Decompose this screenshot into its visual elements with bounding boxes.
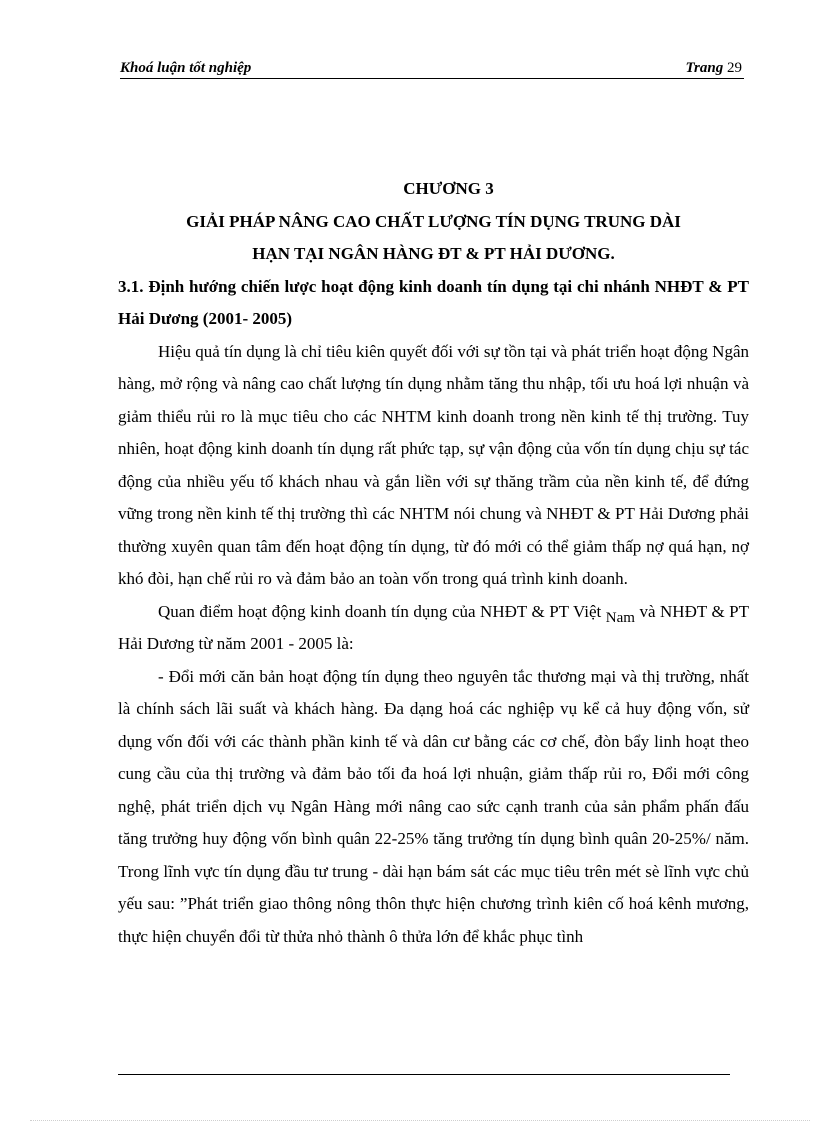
page-edge-divider <box>30 1120 810 1121</box>
paragraph-3: - Đổi mới căn bản hoạt động tín dụng theo nguyên tắc thương mại và thị trường, nhất là chính sách lãi suất và khách hàng. Đa dạng hoá các nghiệp vụ kể cả huy động vốn, sử dụng vốn đối với các thành phần kinh tế và dân cư bằng các cơ chế, đòn bẩy linh hoạt theo cung cầu của thị trường và đảm bảo tối đa hoá lợi nhuận, giảm thấp rủi ro, Đổi mới công nghệ, phát triển dịch vụ Ngân Hàng mới nâng cao sức cạnh tranh của sản phẩm phấn đấu tăng trưởng huy động vốn bình quân 22-25% tăng trưởng tín dụng bình quân 20-25%/ năm. Trong lĩnh vực tín dụng đầu tư trung - dài hạn bám sát các mục tiêu trên mét sè lĩnh vực chủ yếu sau: ”Phát triển giao thông nông thôn thực hiện chương trình kiên cố hoá kênh mương, thực hiện chuyển đổi từ thửa nhỏ thành ô thửa lớn để khắc phục tình <box>118 666 749 946</box>
chapter-title-line-2: HẠN TẠI NGÂN HÀNG ĐT & PT HẢI DƯƠNG. <box>252 244 615 263</box>
paragraph-2-subscript: Nam <box>605 609 635 626</box>
chapter-title-line-1: GIẢI PHÁP NÂNG CAO CHẤT LƯỢNG TÍN DỤNG TRUNG DÀI <box>186 211 681 231</box>
paragraph-2-end: và NHĐT & PT Hải Dương từ năm 2001 - 2005 là: <box>118 601 750 653</box>
paragraph-2 <box>118 596 749 661</box>
chapter-number: CHƯƠNG 3 <box>403 179 494 198</box>
document-title: Khoá luận tốt nghiệp <box>120 60 252 76</box>
footer-rule <box>118 1074 730 1075</box>
section-heading: 3.1. Định hướng chiến lược hoạt động kinh doanh tín dụng tại chi nhánh NHĐT & PT Hải Dương (2001- 2005) <box>118 276 749 328</box>
page-label: Trang <box>685 60 724 76</box>
page-body <box>118 173 749 953</box>
page-indicator <box>685 60 742 77</box>
page-number: 29 <box>727 60 742 76</box>
paragraph-2-start: Quan điểm hoạt động kinh doanh tín dụng của NHĐT & PT Việt <box>158 601 602 621</box>
page-header <box>120 60 744 79</box>
paragraph-1: Hiệu quả tín dụng là chỉ tiêu kiên quyết đối với sự tồn tại và phát triển hoạt động Ngân hàng, mở rộng và nâng cao chất lượng tín dụng nhằm tăng thu nhập, tối ưu hoá lợi nhuận và giảm thiểu rủi ro là mục tiêu cho các NHTM kinh doanh trong nền kinh tế thị trường. Tuy nhiên, hoạt động kinh doanh tín dụng rất phức tạp, sự vận động của vốn tín dụng chịu sự tác động của nhiều yếu tố khách nhau và gắn liền với sự thăng trầm của nền kinh tế, để đứng vững trong nền kinh tế thị trường thì các NHTM nói chung và NHĐT & PT Hải Dương phải thường xuyên quan tâm đến hoạt động tín dụng, từ đó mới có thể giảm thấp nợ quá hạn, nợ khó đòi, hạn chế rủi ro và đảm bảo an toàn vốn trong quá trình kinh doanh. <box>118 341 749 588</box>
